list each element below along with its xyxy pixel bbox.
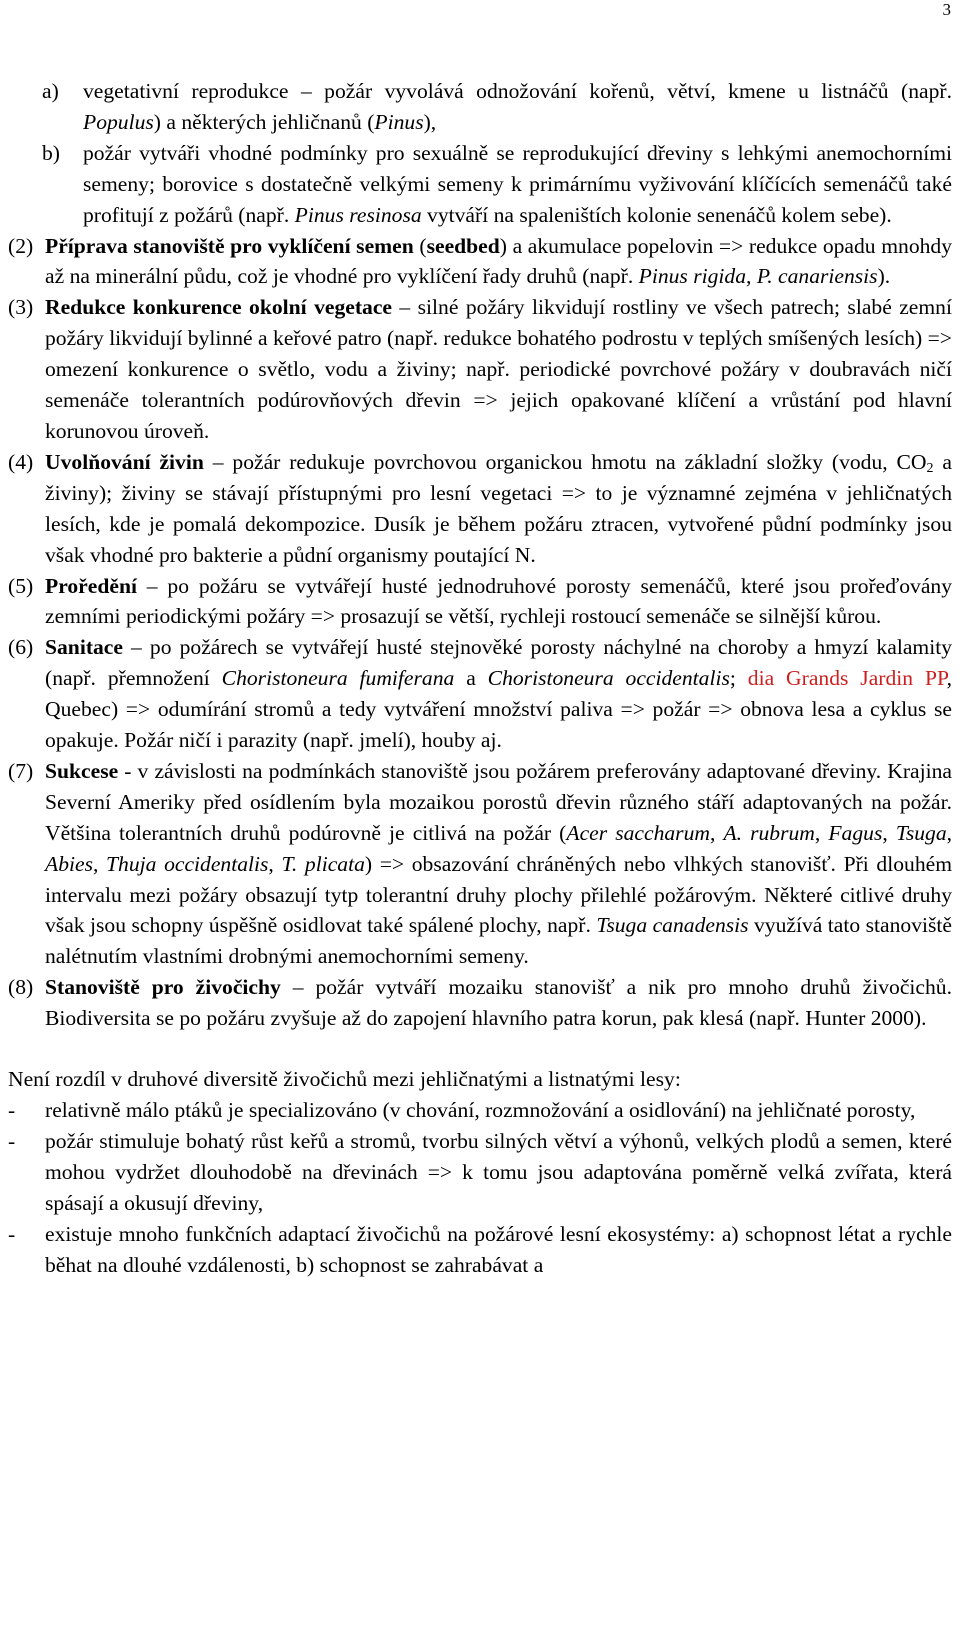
bullet-dash: - — [8, 1221, 16, 1246]
intro-paragraph: Není rozdíl v druhové diversitě živočichů mezi jehličnatými a listnatými lesy: — [8, 1067, 681, 1092]
numbered-item-5 — [8, 571, 952, 633]
item-number: (4) — [8, 449, 34, 474]
item-number: (2) — [8, 233, 34, 258]
bullet-text: relativně málo ptáků je specializováno (v chování, rozmnožování a osidlování) na jehličnaté porosty, — [45, 1098, 916, 1122]
item-number: (8) — [8, 975, 34, 1000]
bullet-dash: - — [8, 1128, 16, 1153]
list-item-a — [42, 76, 952, 138]
bullet-item — [8, 1219, 952, 1281]
item-number: (3) — [8, 295, 34, 320]
item-number: (5) — [8, 573, 34, 598]
bullet-text: existuje mnoho funkčních adaptací živočichů na požárové lesní ekosystémy: a) schopnost létat a rychle běhat na dlouhé vzdálenosti, b) schopnost se zahrabávat a — [45, 1221, 952, 1277]
paragraph-spacer — [8, 1034, 952, 1064]
numbered-item-3 — [8, 292, 952, 447]
item-number: (7) — [8, 758, 34, 783]
numbered-item-2 — [8, 231, 952, 293]
item-text: Sanitace – po požárech se vytvářejí husté stejnověké porosty náchylné na choroby a hmyzí kalamity (např. přemnožení Choristoneura fumiferana a Choristoneura occidentalis; dia Grands Jardin PP, Quebec) => odumírání stromů a tedy vytváření množství paliva => požár => obnova lesa a cyklus se opakuje. Požár ničí i parazity (např. jmelí), houby aj. — [45, 635, 952, 753]
list-label: a) — [42, 79, 59, 103]
item-text: Stanoviště pro živočichy – požár vytváří mozaiku stanovišť a nik pro mnoho druhů živočichů. Biodiversita se po požáru zvyšuje až do zapojení hlavního patra korun, pak klesá (např. Hunter 2000). — [45, 975, 952, 1031]
numbered-item-7 — [8, 756, 952, 972]
item-text: Příprava stanoviště pro vyklíčení semen (seedbed) a akumulace popelovin => redukce opadu mnohdy až na minerální půdu, což je vhodné pro vyklíčení řady druhů (např. Pinus rigida, P. canariensis). — [45, 233, 953, 289]
page-number: 3 — [942, 0, 951, 19]
item-text: Sukcese - v závislosti na podmínkách stanoviště jsou požárem preferovány adaptované dřeviny. Krajina Severní Ameriky před osídlením byla mozaikou porostů dřevin různého stáří adaptovaných na požár. Většina tolerantních druhů podúrovně je citlivá na požár (Acer saccharum, A. rubrum, Fagus, Tsuga, Abies, Thuja occidentalis, T. plicata) => obsazování chráněných nebo vlhkých stanovišť. Při dlouhém intervalu mezi požáry obsazují tytp tolerantní druhy plochy přilehlé požárovým. Některé citlivé druhy však jsou schopny úspěšně osidlovat také spálené plochy, např. Tsuga canadensis využívá tato stanoviště nalétnutím vlastními drobnými anemochorními semeny. — [45, 758, 953, 969]
document-body — [8, 76, 952, 1280]
item-text: Redukce konkurence okolní vegetace – silné požáry likvidují rostliny ve všech patrech; slabé zemní požáry likvidují bylinné a keřové patro (např. redukce bohatého podrostu v teplých smíšených lesích) => omezení konkurence o světlo, vodu a živiny; např. periodické povrchové požáry v doubravách ničí semenáče tolerantních podúrovňových dřevin => jejich opakované klíčení a vrůstání pod hlavní korunovou úroveň. — [45, 295, 952, 443]
numbered-item-4 — [8, 447, 952, 571]
numbered-item-8 — [8, 972, 952, 1034]
item-text: Proředění – po požáru se vytvářejí husté jednodruhové porosty semenáčů, které jsou prořeďovány zemními periodickými požáry => prosazují se větší, rychleji rostoucí semenáče se silnější kůrou. — [45, 573, 952, 629]
highlighted-reference: dia Grands Jardin PP — [747, 666, 947, 691]
bullet-item — [8, 1095, 952, 1126]
bullet-item — [8, 1126, 952, 1219]
list-label: b) — [42, 140, 60, 165]
list-text: požár vytváři vhodné podmínky pro sexuálně se reprodukující dřeviny s lehkými anemochorními semeny; borovice s dostatečně velkými semeny k primárnímu vyživování klíčících semenáčů také profitují z požárů (např. Pinus resinosa vytváří na spaleništích kolonie senenáčů kolem sebe). — [83, 140, 952, 227]
numbered-item-6 — [8, 632, 952, 756]
bullet-dash: - — [8, 1098, 16, 1122]
list-item-b — [42, 138, 952, 231]
item-text: Uvolňování živin – požár redukuje povrchovou organickou hmotu na základní složky (vodu, $CO_2$ a živiny); živiny se stávají přístupnými pro lesní vegetaci => to je významné zejména v jehličnatých lesích, kde je pomalá dekompozice. Dusík je během požáru ztracen, vytvořené půdní podmínky jsou však vhodné pro bakterie a půdní organismy poutající N. — [45, 449, 952, 567]
item-number: (6) — [8, 635, 34, 660]
bullet-text: požár stimuluje bohatý růst keřů a stromů, tvorbu silných větví a výhonů, velkých plodů a semen, které mohou vydržet dlouhodobě na dřevinách => k tomu jsou adaptována poměrně velká zvířata, která spásají a okusují dřeviny, — [45, 1128, 952, 1215]
list-text: vegetativní reprodukce – požár vyvolává odnožování kořenů, větví, kmene u listnáčů (např. Populus) a některých jehličnanů (Pinus), — [83, 79, 952, 134]
